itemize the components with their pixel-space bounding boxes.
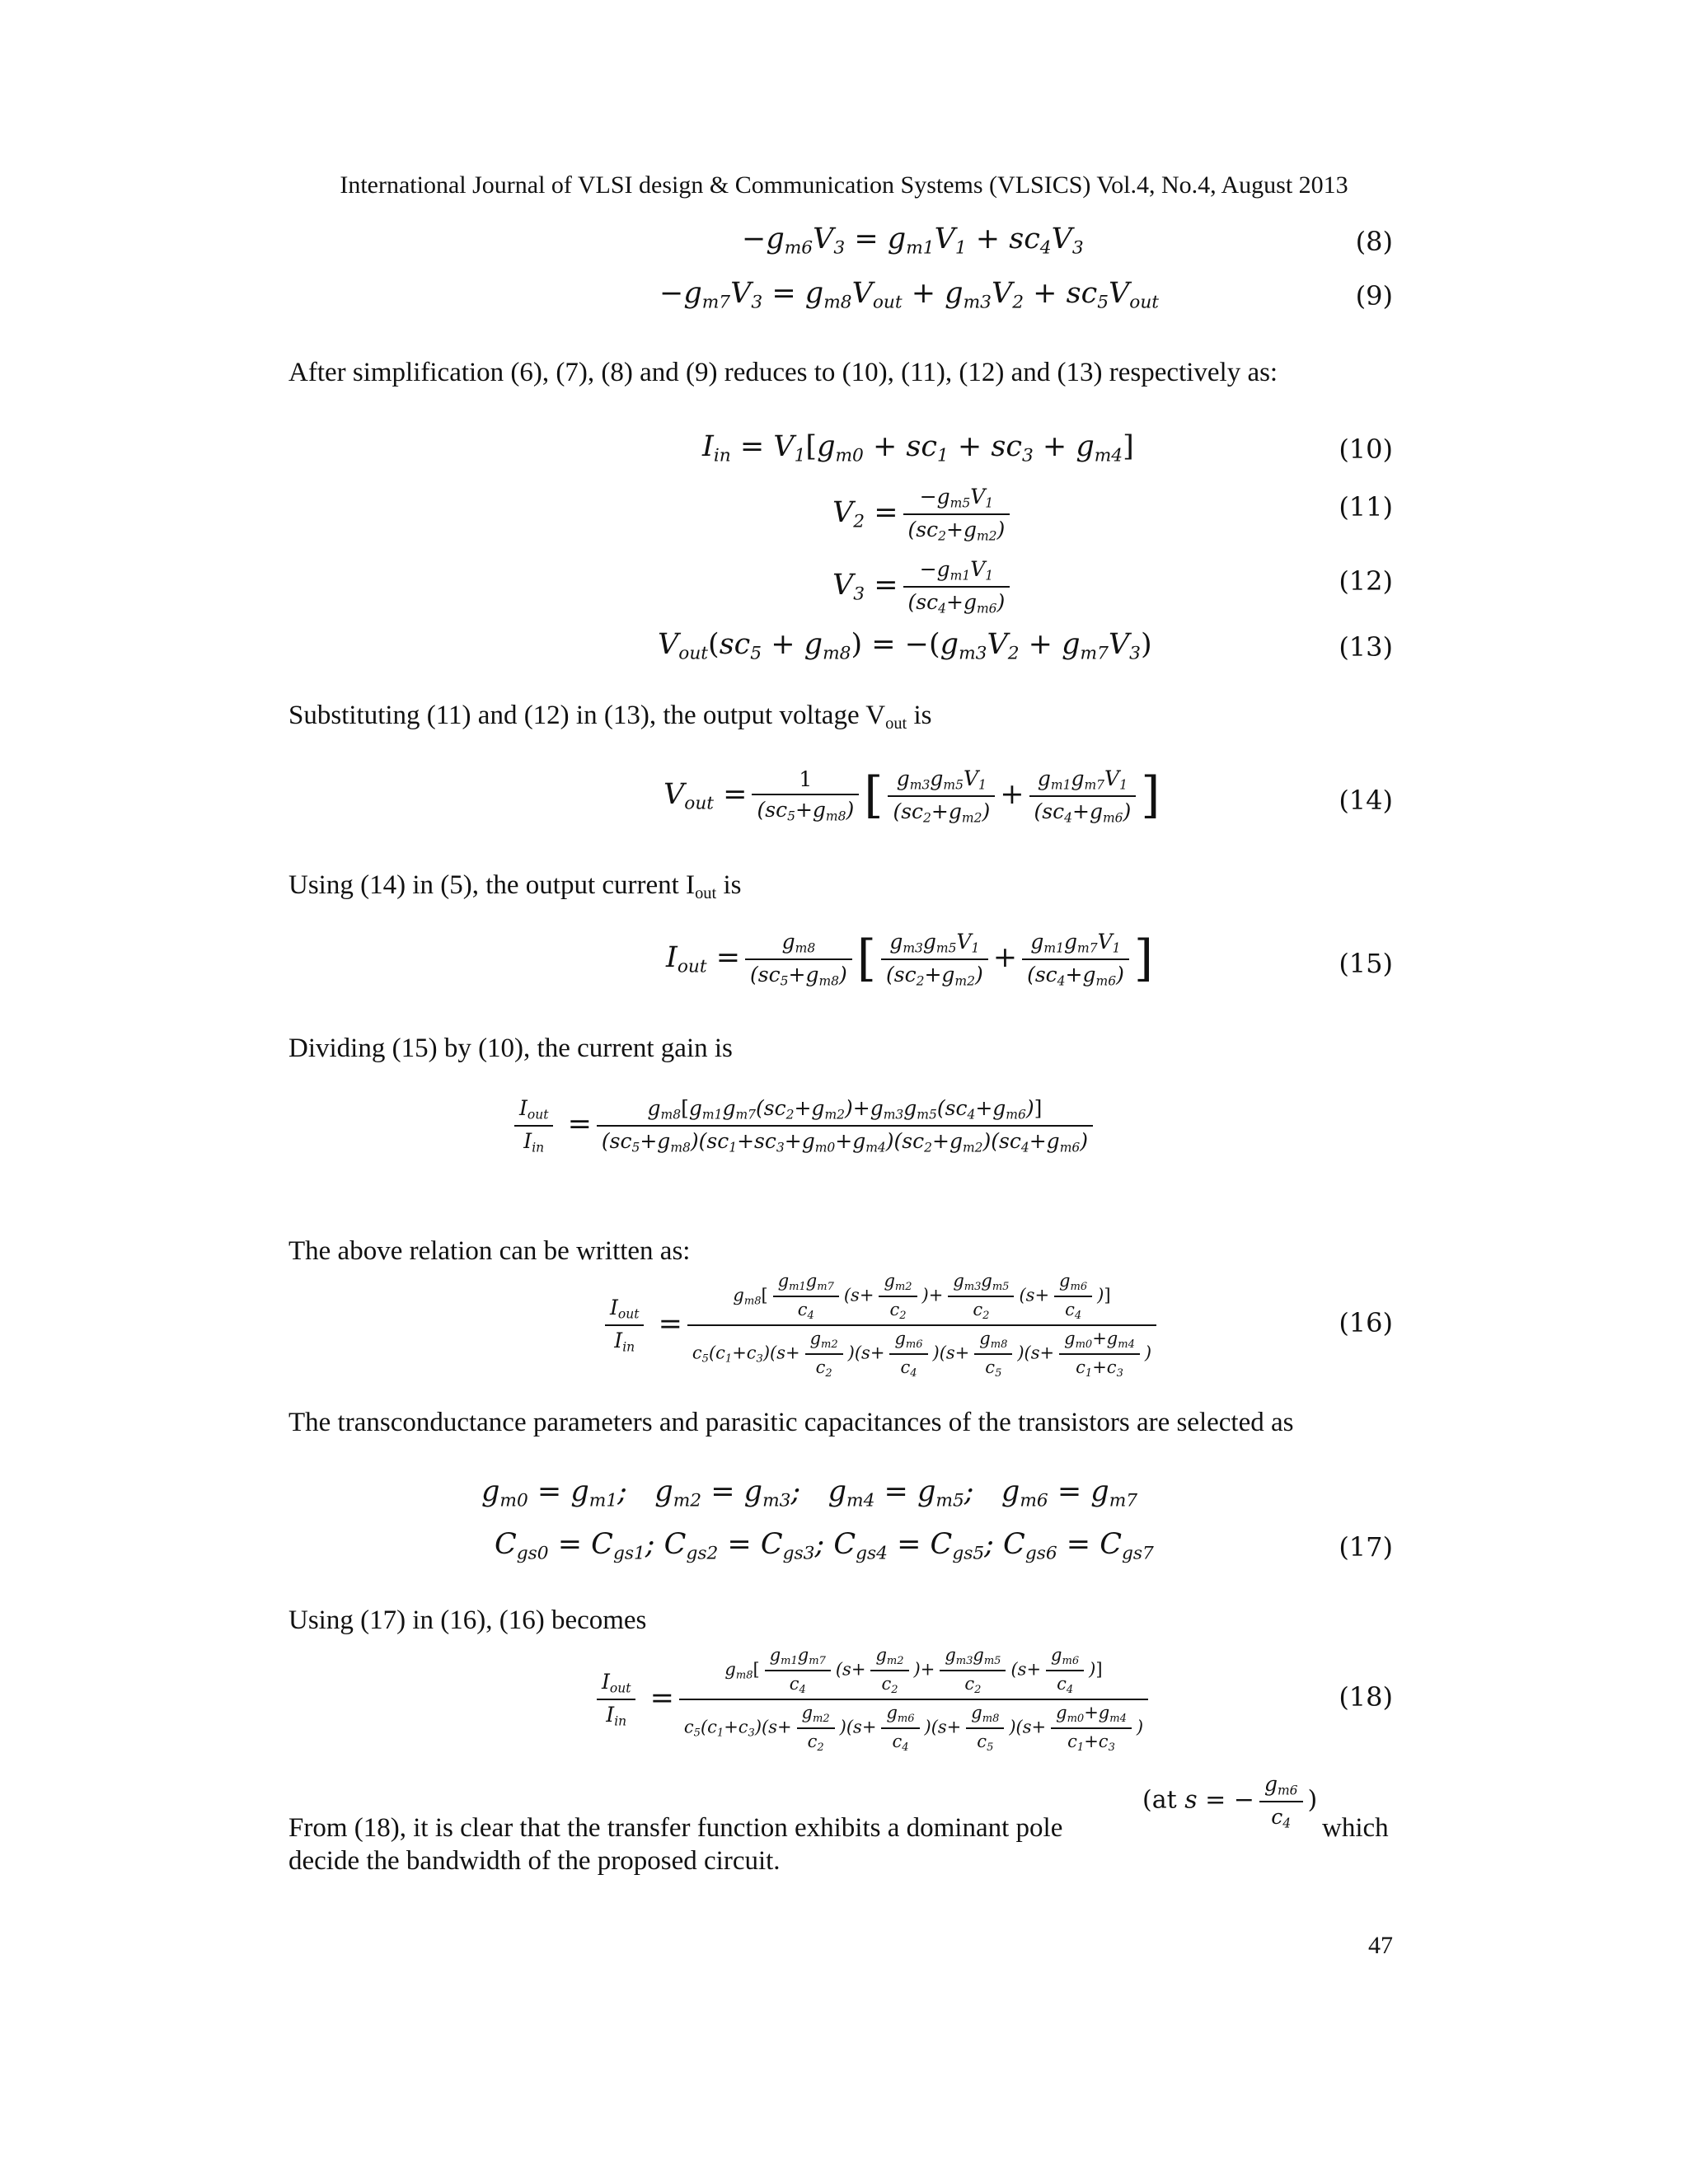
equation-current-gain: $\frac{I_{out}}{I_{in}}$ = $\frac{g_{m8}[g_{m1}g_{m7}(sc_2+g_{m2})+g_{m3}g_{m5}(sc_4+g_{m6})]}{(sc_5+g_{m8})(sc_1+sc_3+g_{m0}+g_{m4})(sc_2+g_{m2})(sc_4+g_{m6})}$ bbox=[509, 1096, 1098, 1155]
equation-number-9: (9) bbox=[1355, 280, 1393, 312]
equation-10: $I_{in} = V_1[g_{m0} + sc_1 + sc_3 + g_{m4}]$ bbox=[702, 430, 1134, 466]
equation-number-11: (11) bbox=[1339, 491, 1393, 523]
equation-15: $I_{out}$ = $\frac{g_{m8}}{(sc_5+g_{m8})}$ [ $\frac{g_{m3}g_{m5}V_1}{(sc_2+g_{m2})}$ + $\frac{g_{m1}g_{m7}V_1}{(sc_4+g_{m6})}$ ] bbox=[666, 930, 1154, 989]
paragraph-dominant-pole-b: which bbox=[1322, 1813, 1389, 1843]
paragraph-current-gain: Dividing (15) by (10), the current gain is bbox=[288, 1033, 733, 1063]
equation-17-line2: $C_{gs0} = C_{gs1}$; $C_{gs2} = C_{gs3}$; $C_{gs4} = C_{gs5}$; $C_{gs6} = C_{gs7}$ bbox=[495, 1528, 1154, 1564]
paragraph-simplification: After simplification (6), (7), (8) and (9) reduces to (10), (11), (12) and (13) respectively as: bbox=[288, 358, 1278, 387]
paragraph-transconductance: The transconductance parameters and parasitic capacitances of the transistors are selected as bbox=[288, 1408, 1294, 1437]
inline-pole-expression: (at s = − $\frac{g_{m6}}{c_4}$ ) bbox=[1142, 1772, 1318, 1831]
equation-14: $V_{out}$ = $\frac{1}{(sc_5+g_{m8})}$ [ $\frac{g_{m3}g_{m5}V_1}{(sc_2+g_{m2})}$ + $\frac{g_{m1}g_{m7}V_1}{(sc_4+g_{m6})}$ ] bbox=[663, 766, 1160, 826]
equation-number-8: (8) bbox=[1355, 226, 1393, 257]
equation-18: $\frac{I_{out}}{I_{in}}$ = $g_{m8}$[ $\frac{g_{m1}g_{m7}}{c_4}$ (s+ $\frac{g_{m2}}{c_2}$ )+ $\frac{g_{m3}g_{m5}}{c_2}$ (s+ $\frac{g_{m6}}{c_4}$ )] $c_5(c_1+c_3)(s+$ $\frac{g_{m2}}{c_2}$ )(s+ $\frac{g_{m6}}{c_4}$ )(s+ $\frac{g_{m8}}{c_5}$ )(s+ $\frac{g_{m0}+g_{m4}}{c_1+c_3}$ ) bbox=[592, 1645, 1153, 1754]
equation-number-18: (18) bbox=[1339, 1681, 1393, 1713]
paragraph-using-17: Using (17) in (16), (16) becomes bbox=[288, 1605, 647, 1635]
running-header: International Journal of VLSI design & Communication Systems (VLSICS) Vol.4, No.4, August 2013 bbox=[340, 171, 1348, 199]
paragraph-rewritten: The above relation can be written as: bbox=[288, 1236, 691, 1266]
paragraph-output-current: Using (14) in (5), the output current $I_{out}$ is bbox=[288, 870, 742, 903]
equation-8: $-g_{m6}V_3 = g_{m1}V_1 + sc_4V_3$ bbox=[742, 223, 1084, 259]
equation-number-12: (12) bbox=[1339, 565, 1393, 597]
equation-number-14: (14) bbox=[1339, 785, 1393, 816]
equation-number-15: (15) bbox=[1339, 948, 1393, 979]
paragraph-dominant-pole-c: decide the bandwidth of the proposed circuit. bbox=[288, 1846, 781, 1876]
equation-12: $V_3$ = $\frac{-g_{m1}V_1}{(sc_4+g_{m6})}$ bbox=[832, 557, 1015, 616]
equation-16: $\frac{I_{out}}{I_{in}}$ = $g_{m8}$[ $\frac{g_{m1}g_{m7}}{c_4}$ (s+ $\frac{g_{m2}}{c_2}$ )+ $\frac{g_{m3}g_{m5}}{c_2}$ (s+ $\frac{g_{m6}}{c_4}$ )] $c_5(c_1+c_3)(s+$ $\frac{g_{m2}}{c_2}$ )(s+ $\frac{g_{m6}}{c_4}$ )(s+ $\frac{g_{m8}}{c_5}$ )(s+ $\frac{g_{m0}+g_{m4}}{c_1+c_3}$ ) bbox=[600, 1271, 1161, 1380]
paragraph-substituting: Substituting (11) and (12) in (13), the output voltage $V_{out}$ is bbox=[288, 701, 932, 733]
equation-17-line1: $g_{m0} = g_{m1}$; $g_{m2} = g_{m3}$; $g_{m4} = g_{m5}$; $g_{m6} = g_{m7}$ bbox=[481, 1475, 1138, 1511]
equation-9: $-g_{m7}V_3 = g_{m8}V_{out} + g_{m3}V_2 + sc_5V_{out}$ bbox=[659, 277, 1160, 313]
paragraph-dominant-pole-a: From (18), it is clear that the transfer function exhibits a dominant pole bbox=[288, 1813, 1063, 1843]
equation-number-10: (10) bbox=[1339, 434, 1393, 465]
equation-11: $V_2$ = $\frac{-g_{m5}V_1}{(sc_2+g_{m2})}$ bbox=[832, 485, 1015, 543]
equation-13: $V_{out}(sc_5 + g_{m8}) = -(g_{m3}V_2 + g_{m7}V_3)$ bbox=[658, 628, 1152, 664]
page-number: 47 bbox=[1368, 1932, 1393, 1959]
equation-number-17: (17) bbox=[1339, 1531, 1393, 1563]
equation-number-16: (16) bbox=[1339, 1307, 1393, 1338]
equation-number-13: (13) bbox=[1339, 631, 1393, 663]
